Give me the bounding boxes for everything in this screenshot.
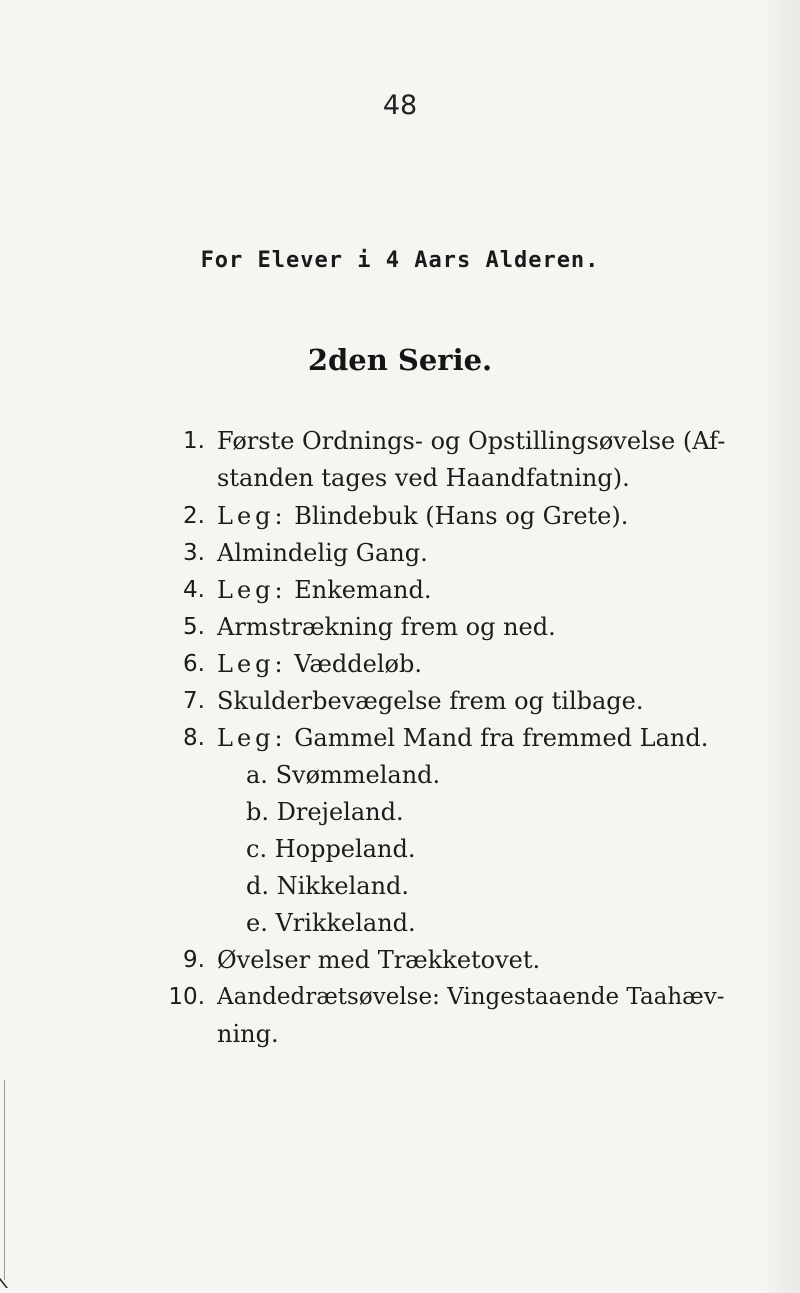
item-number: 8.	[183, 725, 205, 751]
item-number: 7.	[183, 688, 205, 714]
item-number: 1.	[183, 428, 205, 454]
item-text: standen tages ved Haandfatning).	[217, 464, 630, 492]
page-edge-line	[4, 1080, 5, 1280]
item-number: 2.	[183, 503, 205, 529]
leg-label: Leg:	[217, 502, 287, 530]
item-number: 4.	[183, 577, 205, 603]
item-number: 3.	[183, 540, 205, 566]
item-text: Gammel Mand fra fremmed Land.	[294, 724, 709, 752]
item-number: 10.	[168, 984, 205, 1010]
sub-item-text: b. Drejeland.	[246, 798, 404, 826]
item-text: Enkemand.	[294, 576, 432, 604]
sub-item-text: c. Hoppeland.	[246, 835, 416, 863]
item-number: 6.	[183, 651, 205, 677]
leg-label: Leg:	[217, 724, 287, 752]
item-text: Første Ordnings- og Opstillingsøvelse (Af-	[217, 427, 726, 455]
series-title: 2den Serie.	[307, 343, 493, 377]
sub-item-text: a. Svømmeland.	[246, 761, 441, 789]
item-text: Blindebuk (Hans og Grete).	[294, 502, 629, 530]
corner-mark	[0, 1262, 34, 1288]
item-text-wrap	[217, 575, 431, 605]
item-text: Aandedrætsøvelse: Vingestaaende Taahæv-	[217, 984, 725, 1010]
item-text-wrap	[217, 501, 628, 531]
leg-label: Leg:	[217, 576, 287, 604]
item-text-wrap	[217, 723, 708, 753]
item-text: Almindelig Gang.	[217, 539, 428, 567]
item-text: ning.	[217, 1020, 279, 1048]
sub-item-text: d. Nikkeland.	[246, 872, 410, 900]
item-text: Væddeløb.	[294, 650, 422, 678]
section-header: For Elever i 4 Aars Alderen.	[200, 248, 600, 273]
item-number: 5.	[183, 614, 205, 640]
item-text: Øvelser med Trækketovet.	[217, 946, 541, 974]
sub-item-text: e. Vrikkeland.	[246, 909, 416, 937]
item-text-wrap	[217, 649, 422, 679]
item-text: Skulderbevægelse frem og tilbage.	[217, 687, 644, 715]
item-text: Armstrækning frem og ned.	[217, 613, 556, 641]
page-edge-shadow	[760, 0, 800, 1293]
page-number: 48	[382, 90, 418, 121]
leg-label: Leg:	[217, 650, 287, 678]
item-number: 9.	[183, 947, 205, 973]
